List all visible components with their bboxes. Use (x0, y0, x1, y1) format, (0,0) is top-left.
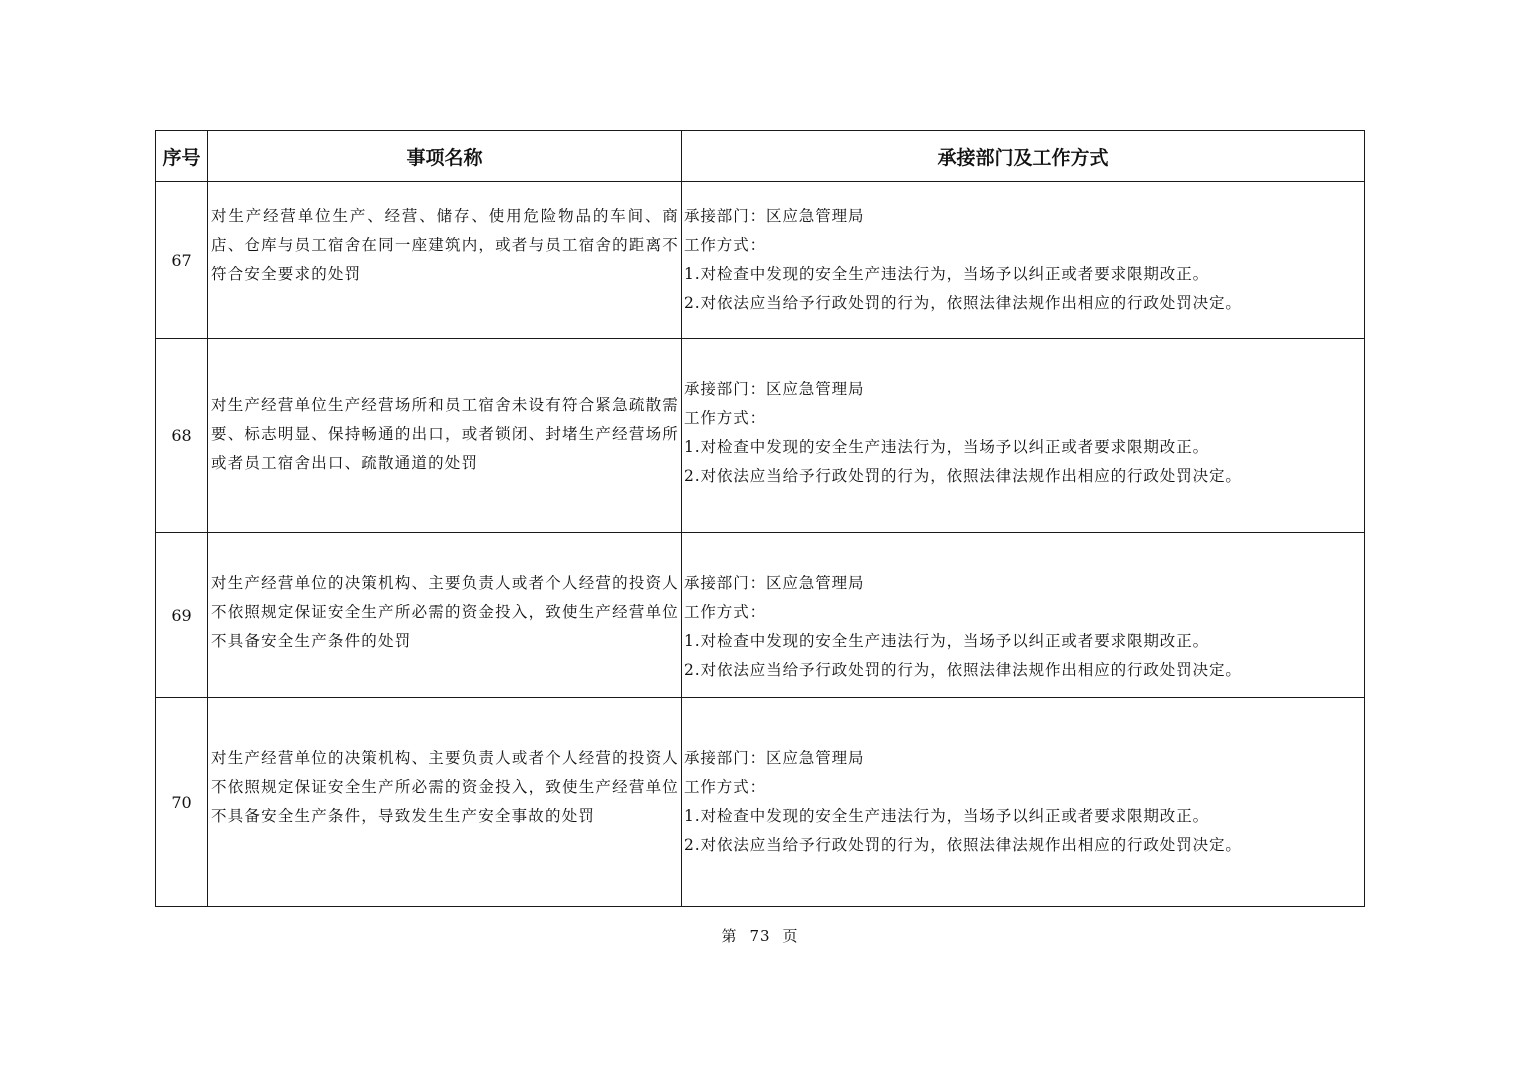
method-label: 工作方式： (684, 409, 767, 427)
table-row (156, 533, 1365, 698)
row-department-method (682, 698, 1365, 907)
header-item-name: 事项名称 (208, 131, 682, 182)
row-serial-number: 69 (156, 533, 208, 698)
table-row (156, 339, 1365, 533)
method-item-2: 2.对依法应当给予行政处罚的行为，依照法律法规作出相应的行政处罚决定。 (684, 467, 1242, 485)
row-serial-number: 68 (156, 339, 208, 533)
table-header-row (156, 131, 1365, 182)
dept-line: 承接部门：区应急管理局 (684, 574, 865, 592)
header-serial-number: 序号 (156, 131, 208, 182)
items-table (155, 130, 1365, 907)
page-prefix: 第 (721, 927, 738, 945)
row-item-name: 对生产经营单位的决策机构、主要负责人或者个人经营的投资人不依照规定保证安全生产所必需的资金投入，致使生产经营单位不具备安全生产条件的处罚 (208, 533, 682, 698)
method-item-1: 1.对检查中发现的安全生产违法行为，当场予以纠正或者要求限期改正。 (684, 632, 1209, 650)
method-item-2: 2.对依法应当给予行政处罚的行为，依照法律法规作出相应的行政处罚决定。 (684, 294, 1242, 312)
dept-line: 承接部门：区应急管理局 (684, 380, 865, 398)
table-row (156, 182, 1365, 339)
row-department-method (682, 182, 1365, 339)
row-serial-number: 70 (156, 698, 208, 907)
method-item-1: 1.对检查中发现的安全生产违法行为，当场予以纠正或者要求限期改正。 (684, 265, 1209, 283)
page-number (0, 925, 1520, 946)
row-department-method (682, 339, 1365, 533)
page-number-value: 73 (749, 927, 771, 945)
method-item-2: 2.对依法应当给予行政处罚的行为，依照法律法规作出相应的行政处罚决定。 (684, 836, 1242, 854)
table-row (156, 698, 1365, 907)
header-department-method: 承接部门及工作方式 (682, 131, 1365, 182)
row-department-method (682, 533, 1365, 698)
row-item-name: 对生产经营单位生产、经营、储存、使用危险物品的车间、商店、仓库与员工宿舍在同一座建筑内，或者与员工宿舍的距离不符合安全要求的处罚 (208, 182, 682, 339)
method-label: 工作方式： (684, 778, 767, 796)
row-item-name: 对生产经营单位的决策机构、主要负责人或者个人经营的投资人不依照规定保证安全生产所必需的资金投入，致使生产经营单位不具备安全生产条件，导致发生生产安全事故的处罚 (208, 698, 682, 907)
method-item-1: 1.对检查中发现的安全生产违法行为，当场予以纠正或者要求限期改正。 (684, 807, 1209, 825)
method-item-1: 1.对检查中发现的安全生产违法行为，当场予以纠正或者要求限期改正。 (684, 438, 1209, 456)
row-item-name: 对生产经营单位生产经营场所和员工宿舍未设有符合紧急疏散需要、标志明显、保持畅通的出口，或者锁闭、封堵生产经营场所或者员工宿舍出口、疏散通道的处罚 (208, 339, 682, 533)
dept-line: 承接部门：区应急管理局 (684, 749, 865, 767)
method-item-2: 2.对依法应当给予行政处罚的行为，依照法律法规作出相应的行政处罚决定。 (684, 661, 1242, 679)
row-serial-number: 67 (156, 182, 208, 339)
page-suffix: 页 (782, 927, 799, 945)
dept-line: 承接部门：区应急管理局 (684, 207, 865, 225)
method-label: 工作方式： (684, 603, 767, 621)
method-label: 工作方式： (684, 236, 767, 254)
